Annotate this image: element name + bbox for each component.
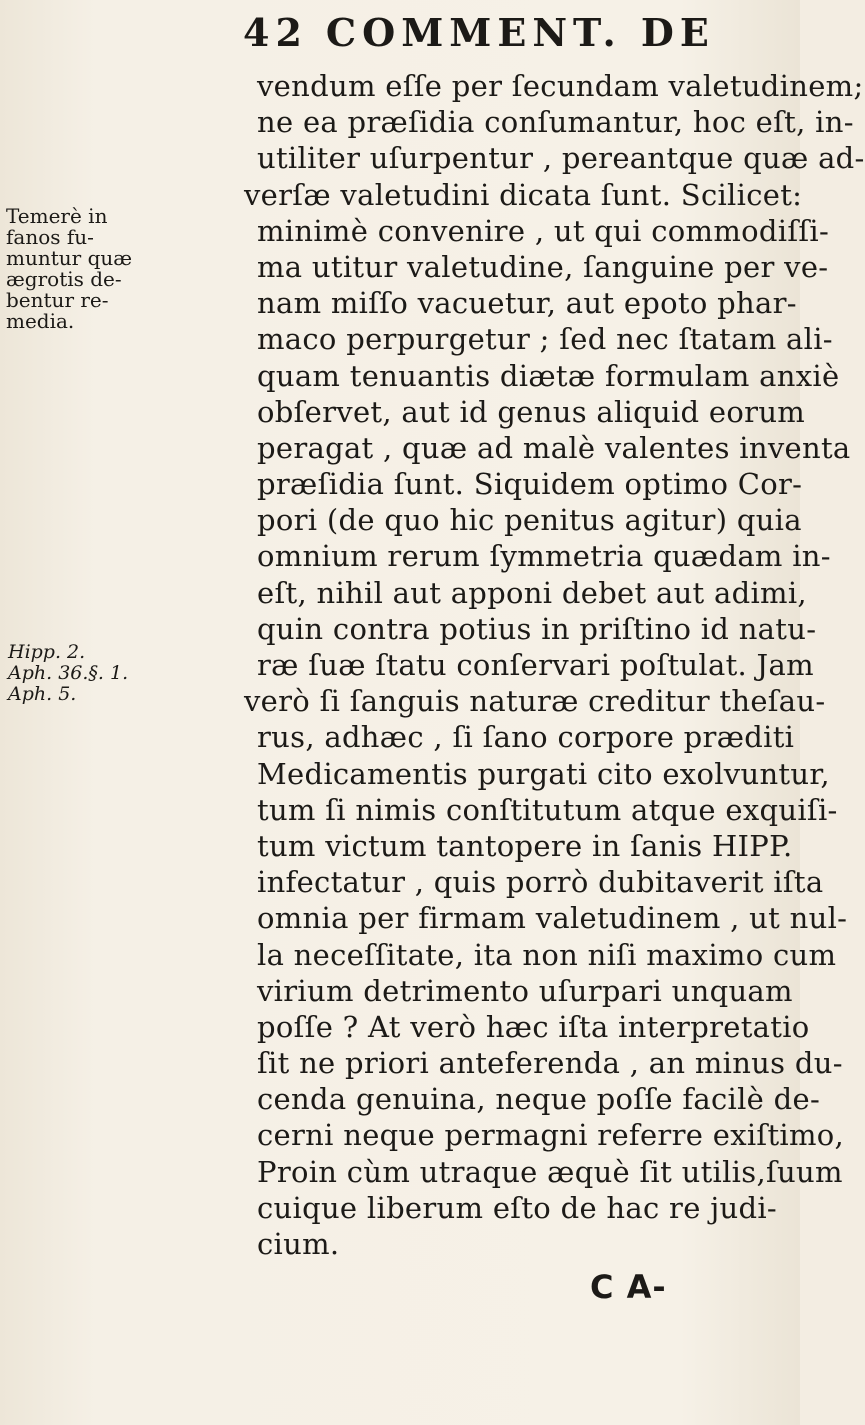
- text-line: cerni neque permagni referre exiſtimo,: [257, 1118, 845, 1153]
- text-line: poſſe ? At verò hæc iſta interpretatio: [257, 1009, 810, 1044]
- text-line: tum victum tantopere in ſanis HIPP.: [257, 828, 793, 863]
- text-line: ræ ſuæ ſtatu conſervari poſtulat. Jam: [257, 648, 814, 682]
- text-line: infectatur , quis porrò dubitaverit iſta: [257, 865, 824, 900]
- text-line: minimè convenire , ut qui commodiſſi-: [257, 213, 830, 248]
- margin-note-line: ægrotis de-: [6, 267, 122, 291]
- text-line: la neceſſitate, ita non niſi maximo cum: [257, 937, 837, 972]
- text-line: ſit ne priori anteferenda , an minus du-: [257, 1046, 843, 1081]
- margin-ref-line: Aph. 5.: [8, 683, 77, 705]
- margin-note-line: muntur quæ: [6, 246, 133, 270]
- text-line: quin contra potius in priſtino id natu-: [257, 611, 817, 646]
- margin-ref-line: Hipp. 2.: [8, 641, 86, 663]
- text-line: maco perpurgetur ; ſed nec ſtatam ali-: [257, 322, 833, 357]
- text-line: præſidia ſunt. Siquidem optimo Cor-: [257, 467, 803, 502]
- text-line: cenda genuina, neque poſſe facilè de-: [257, 1082, 821, 1117]
- text-line: cuique liberum eſto de hac re judi-: [257, 1190, 777, 1225]
- text-line: Medicamentis purgati cito exolvuntur,: [257, 756, 830, 791]
- main-text-block: [244, 68, 865, 1262]
- text-line: tum ſi nimis conſtitutum atque exquiſi-: [257, 792, 838, 827]
- page-number: 42: [243, 10, 308, 55]
- text-line: Proin cùm utraque æquè ſit utilis,ſuum: [257, 1154, 843, 1189]
- text-line: ne ea præſidia conſumantur, hoc eſt, in-: [257, 105, 854, 140]
- text-line: rus, adhæc , ſi ſano corpore præditi: [257, 720, 795, 755]
- text-line: vendum eſſe per ſecundam valetudinem;: [257, 69, 864, 103]
- text-line: verò ſi ſanguis naturæ creditur theſau-: [244, 684, 826, 719]
- margin-note-line: media.: [6, 309, 75, 333]
- margin-note-line: bentur re-: [6, 288, 109, 312]
- text-line: virium detrimento uſurpari unquam: [257, 973, 793, 1008]
- text-line: quam tenuantis diætæ formulam anxiè: [257, 358, 840, 393]
- text-line: verſæ valetudini dicata ſunt. Scilicet:: [244, 177, 803, 212]
- text-line: pori (de quo hic penitus agitur) quia: [257, 503, 802, 538]
- margin-note: [6, 206, 136, 332]
- text-line: obſervet, aut id genus aliquid eorum: [257, 394, 806, 429]
- page-header: [243, 10, 715, 55]
- text-line: nam miſſo vacuetur, aut epoto phar-: [257, 286, 797, 321]
- text-line: omnia per firmam valetudinem , ut nul-: [257, 901, 848, 936]
- text-line: ma utitur valetudine, ſanguine per ve-: [257, 249, 829, 284]
- text-line: omnium rerum ſymmetria quædam in-: [257, 539, 831, 574]
- catchword: C A-: [590, 1268, 667, 1306]
- margin-note-line: Temerè in: [6, 204, 108, 228]
- text-line: eſt, nihil aut apponi debet aut adimi,: [257, 575, 807, 610]
- text-line: cium.: [257, 1227, 340, 1261]
- text-line: peragat , quæ ad malè valentes inventa: [257, 430, 851, 465]
- text-line: utiliter uſurpentur , pereantque quæ ad-: [257, 141, 865, 176]
- running-title: COMMENT. DE: [325, 10, 715, 55]
- margin-note-line: fanos fu-: [6, 225, 94, 249]
- margin-reference: [8, 642, 128, 705]
- margin-ref-line: Aph. 36.§. 1.: [8, 662, 129, 684]
